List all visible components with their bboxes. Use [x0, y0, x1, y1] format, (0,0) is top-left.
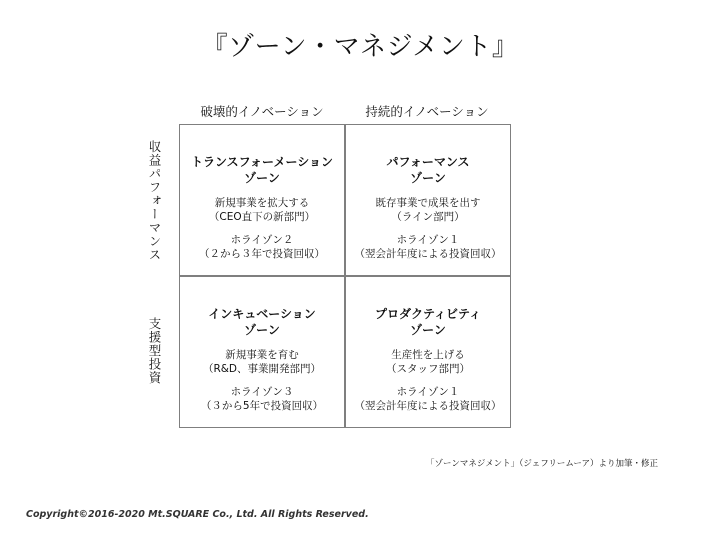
- row-header-revenue-performance: 収益パフォーマンス: [147, 140, 162, 262]
- zone-horizon: ホライゾン１ （翌会計年度による投資回収）: [354, 386, 502, 412]
- zone-name: トランスフォーメーション ゾーン: [191, 155, 333, 185]
- slide-title: 『ゾーン・マネジメント』: [201, 32, 519, 62]
- row-header-enabling-investment: 支援型投資: [147, 317, 162, 385]
- column-header-disruptive: 破壊的イノベーション: [200, 104, 324, 119]
- zone-horizon: ホライゾン１ （翌会計年度による投資回収）: [354, 234, 502, 260]
- zone-matrix: [179, 124, 511, 428]
- zone-name: インキュベーション ゾーン: [208, 307, 316, 337]
- zone-horizon: ホライゾン２ （２から３年で投資回収）: [199, 234, 325, 260]
- productivity-zone-cell: [345, 276, 511, 428]
- column-header-sustaining: 持続的イノベーション: [365, 104, 489, 119]
- zone-description: 新規事業を育む （R&D、事業開発部門）: [202, 349, 322, 375]
- performance-zone-cell: [345, 124, 511, 276]
- zone-horizon: ホライゾン３ （３から5年で投資回収）: [200, 386, 324, 412]
- zone-name: パフォーマンス ゾーン: [386, 155, 470, 185]
- zone-name: プロダクティビティ ゾーン: [374, 307, 482, 337]
- zone-description: 新規事業を拡大する （CEO直下の新部門）: [208, 197, 316, 223]
- incubation-zone-cell: [179, 276, 345, 428]
- transformation-zone-cell: [179, 124, 345, 276]
- copyright-footer: Copyright©2016-2020 Mt.SQUARE Co., Ltd. All Rights Reserved.: [26, 509, 369, 520]
- zone-description: 生産性を上げる （スタッフ部門）: [386, 349, 470, 375]
- source-note: 「ゾーンマネジメント」（ジェフリームーア）より加筆・修正: [426, 459, 658, 469]
- zone-description: 既存事業で成果を出す （ライン部門）: [375, 197, 481, 223]
